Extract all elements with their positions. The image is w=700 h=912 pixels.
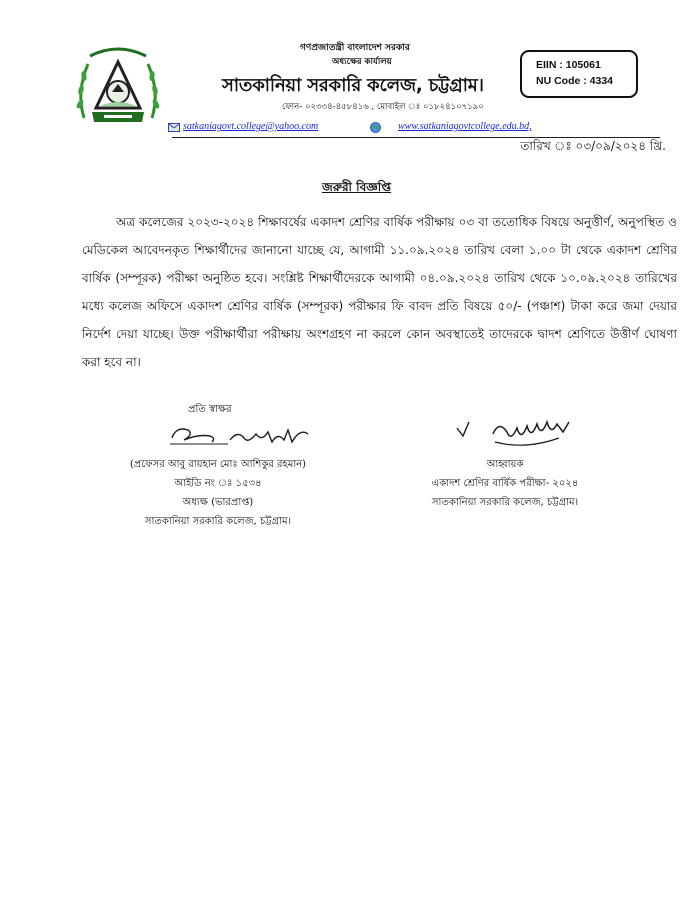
principal-institution: সাতকানিয়া সরকারি কলেজ, চট্টগ্রাম। [144, 516, 292, 527]
notice-body: অত্র কলেজের ২০২৩-২০২৪ শিক্ষাবর্ষের একাদশ শ্রেণির বার্ষিক পরীক্ষায় ০৩ বা ততোধিক বিষয়ে অনুত্তীর্ণ, অনুপস্থিত ও মেডিকেল আবেদনকৃত শিক্ষার্থীদের জানানো যাচ্ছে যে, আগামী ১১.০৯.২০২৪ তারিখ বেলা ১.০০ টা থেকে একাদশ শ্রেণির বার্ষিক (সম্পূরক) পরীক্ষা অনুষ্ঠিত হবে। সংশ্লিষ্ট শিক্ষার্থীদেরকে আগামী ০৪.০৯.২০২৪ তারিখ থেকে ১০.০৯.২০২৪ তারিখের মধ্যে কলেজ অফিসে একাদশ শ্রেণির বার্ষিক (সম্পূরক) পরীক্ষার ফি বাবদ প্রতি বিষয়ে ৫০/- (পঞ্চাশ) টাকা করে জমা দেয়ার নির্দেশ দেয়া যাচ্ছে। উক্ত পরীক্ষার্থীরা পরীক্ষায় অংশগ্রহণ না করলে কোন অবস্থাতেই তাদেরকে দ্বাদশ শ্রেণিতে উত্তীর্ণ ঘোষণা করা হবে না। [82, 215, 677, 369]
mail-icon [168, 123, 180, 132]
globe-icon [370, 122, 381, 133]
eiin-code: EIIN : 105061 [536, 59, 601, 71]
principal-block [108, 455, 328, 531]
contact-line: ফোন- ০২৩৩৪-৪৫৮৪১৬ , মোবাইল ঃ ০১৮২৪১০৭১৯০ [282, 102, 484, 112]
government-line: গণপ্রজাতন্ত্রী বাংলাদেশ সরকার [300, 43, 410, 53]
principal-name: (প্রফেসর আবু রায়হান মোঃ আশিকুর রহমান) [129, 459, 307, 470]
convener-designation: আহ্বায়ক [486, 459, 524, 470]
email-link[interactable]: satkaniagovt.college@yahoo.com [183, 121, 319, 132]
college-title: সাতকানিয়া সরকারি কলেজ, চট্টগ্রাম। [222, 75, 484, 96]
principal-id: আইডি নং ঃ ১৫৩৪ [174, 478, 262, 489]
codes-box [520, 50, 638, 98]
countersign-label: প্রতি স্বাক্ষর [188, 404, 232, 415]
nu-code: NU Code : 4334 [536, 75, 614, 87]
notice-title: জরুরী বিজ্ঞপ্তি [322, 180, 392, 194]
convener-committee: একাদশ শ্রেণির বার্ষিক পরীক্ষা- ২০২৪ [431, 478, 579, 489]
convener-block [415, 455, 595, 512]
website-link[interactable]: www.satkaniagovtcollege.edu.bd, [398, 121, 532, 132]
convener-signature-icon [455, 416, 580, 456]
notice-date: তারিখ ঃ ০৩/০৯/২০২৪ খ্রি. [520, 139, 666, 153]
principal-signature-icon [168, 420, 338, 452]
office-line: অধ্যক্ষের কার্যালয় [332, 57, 392, 67]
college-logo-icon [70, 40, 166, 140]
convener-institution: সাতকানিয়া সরকারি কলেজ, চট্টগ্রাম। [431, 497, 579, 508]
principal-designation: অধ্যক্ষ (ভারপ্রাপ্ত) [182, 497, 254, 508]
